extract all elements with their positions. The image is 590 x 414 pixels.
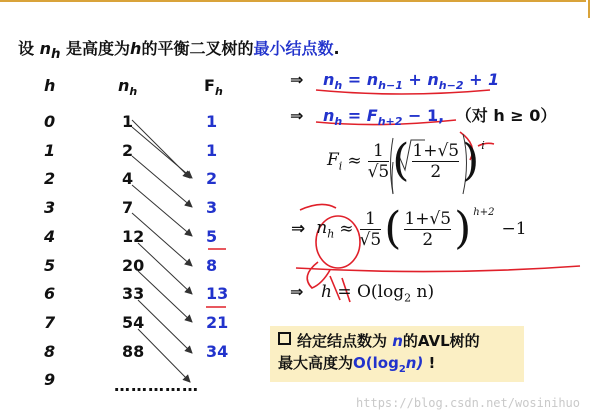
table-cell-h: 5: [44, 256, 56, 275]
table-cell-n: 20: [122, 256, 145, 275]
table-cell-n: 54: [122, 313, 145, 332]
table-cell-h: 1: [44, 141, 56, 160]
table-cell-n: 4: [122, 169, 134, 188]
table-cell-f: 5: [206, 227, 218, 246]
checkbox-bullet-icon: [278, 332, 291, 345]
table-cell-n: 2: [122, 141, 134, 160]
implies-arrow-5: ⇒: [290, 282, 304, 301]
table-cell-f: 13: [206, 284, 229, 303]
header-Fh: $F_h$: [204, 76, 223, 99]
table-cell-n: 1: [122, 112, 134, 131]
implies-arrow-2: ⇒: [290, 106, 304, 125]
table-cell-n: 33: [122, 284, 145, 303]
formula-nh-approx: ⇒ $n_h$ ≈ 1 √5 ( 1+√5 2 ) h+2 −1: [291, 203, 527, 254]
table-cell-f: 3: [206, 198, 218, 217]
table-cell-h: 9: [44, 370, 56, 389]
implies-arrow-1: ⇒: [290, 70, 304, 89]
table-cell-n: 7: [122, 198, 134, 217]
table-cell-h: 3: [44, 198, 56, 217]
conclusion-note: 给定结点数为 n的AVL树的 最大高度为$O(\log_2n)$ !: [270, 326, 524, 382]
formula-height-bound: ⇒ $h = O(\log_2$ n): [290, 282, 435, 305]
header-h: h: [44, 76, 56, 95]
table-cell-h: 6: [44, 284, 56, 303]
table-cell-h: 8: [44, 342, 56, 361]
formula-recurrence: [290, 70, 499, 92]
implies-arrow-4: ⇒: [291, 219, 306, 239]
table-cell-f: 21: [206, 313, 229, 332]
table-cell-h: 4: [44, 227, 56, 246]
table-cell-n: 88: [122, 342, 145, 361]
formula-fibonacci-approx: $F_i$ ≈ 1 √5 ( 1+√5 2 ) i: [327, 135, 485, 186]
header-nh: $n_h$: [118, 76, 138, 99]
table-cell-h: 0: [44, 112, 56, 131]
continuation-dots: ……………: [114, 376, 199, 395]
table-cell-f: 34: [206, 342, 229, 361]
table-cell-h: 7: [44, 313, 56, 332]
watermark: https://blog.csdn.net/wosinihuo: [356, 396, 580, 410]
slide-title: 设 $n_h$ 是高度为h的平衡二叉树的最小结点数.: [18, 39, 340, 63]
table-cell-f: 2: [206, 169, 218, 188]
formula-fibonacci-relation: ⇒ $n_h = F_{h+2} - 1$, （对 h ≥ 0）: [290, 106, 557, 129]
table-cell-n: 12: [122, 227, 145, 246]
table-cell-f: 8: [206, 256, 218, 275]
title-highlight: 最小结点数: [253, 39, 334, 58]
table-cell-f: 1: [206, 112, 218, 131]
table-cell-f: 1: [206, 141, 218, 160]
table-cell-h: 2: [44, 169, 56, 188]
formula-1-body: $n_h = n_{h-1} + n_{h-2} + 1$: [322, 70, 500, 93]
